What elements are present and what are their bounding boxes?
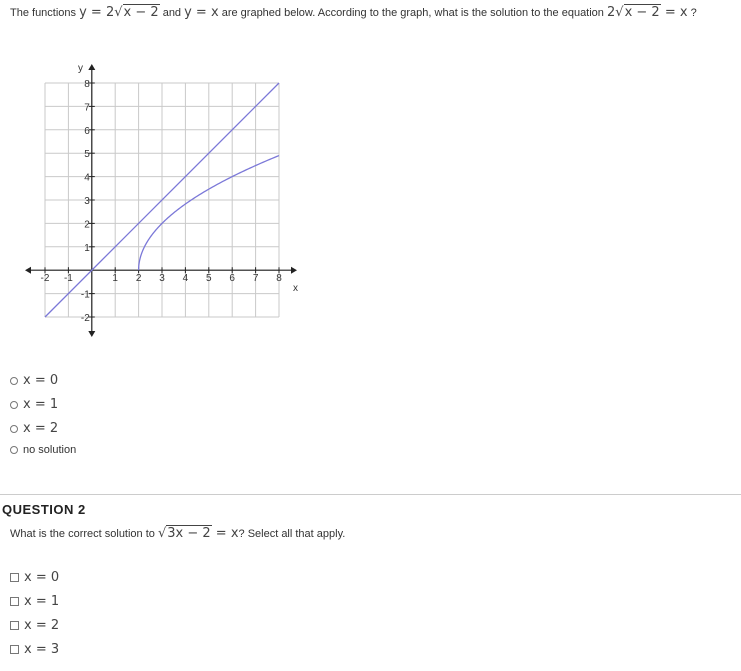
- q2-choice-4[interactable]: [10, 642, 59, 657]
- x-axis-arrow-left-icon: [25, 267, 31, 274]
- checkbox[interactable]: [10, 597, 19, 606]
- y-tick-label: 2: [84, 219, 90, 231]
- y-tick-label: 6: [84, 125, 90, 137]
- radio-button[interactable]: [10, 425, 18, 433]
- y-tick-label: 3: [84, 196, 90, 207]
- x-tick-label: -1: [63, 273, 73, 285]
- y-tick-label: 5: [84, 149, 90, 161]
- x-tick-label: 1: [112, 273, 118, 285]
- radio-button[interactable]: [10, 446, 18, 454]
- radio-button[interactable]: [10, 377, 18, 385]
- q2-choice-3[interactable]: [10, 618, 59, 633]
- x-tick-label: -2: [40, 273, 50, 285]
- function-1-coefficient: y = 2: [79, 5, 115, 20]
- question-divider: [0, 494, 741, 495]
- equation-rhs: = x: [660, 5, 688, 20]
- radio-button[interactable]: [10, 401, 18, 409]
- choice-label: x = 2: [24, 618, 60, 633]
- question-1-prompt: [10, 5, 697, 20]
- q1-choice-1[interactable]: [10, 373, 58, 388]
- q2-choice-2[interactable]: [10, 594, 59, 609]
- choice-label: x = 0: [23, 373, 59, 388]
- choice-label: x = 3: [24, 642, 60, 657]
- function-1-radicand: x − 2: [123, 5, 159, 20]
- q2-choice-1[interactable]: [10, 570, 59, 585]
- equation-radicand: x − 2: [624, 5, 660, 20]
- y-axis-label: y: [78, 63, 83, 74]
- choice-label: no solution: [23, 444, 77, 456]
- y-tick-label: 8: [84, 79, 90, 90]
- function-graph: [20, 55, 310, 345]
- q1-choice-4[interactable]: [10, 444, 76, 456]
- x-axis-label: x: [293, 283, 298, 294]
- y-tick-label: -2: [80, 313, 90, 324]
- prompt-text: and: [159, 7, 185, 19]
- y-tick-label: 4: [84, 172, 90, 184]
- choice-label: x = 0: [24, 570, 60, 585]
- q1-choice-2[interactable]: [10, 397, 58, 412]
- x-tick-label: 6: [229, 273, 235, 285]
- prompt-text: ?: [687, 7, 697, 19]
- checkbox[interactable]: [10, 645, 19, 654]
- y-tick-label: 7: [84, 102, 90, 114]
- prompt-text: The functions: [10, 7, 80, 19]
- checkbox[interactable]: [10, 621, 19, 630]
- q2-radicand: 3x − 2: [167, 526, 211, 541]
- x-tick-label: 3: [159, 273, 165, 285]
- x-tick-label: 8: [276, 273, 282, 285]
- function-1: y = 2√x − 2: [79, 5, 159, 20]
- y-axis-arrow-up-icon: [88, 64, 95, 70]
- q1-choice-3[interactable]: [10, 421, 58, 436]
- equation-coefficient: 2: [606, 5, 616, 20]
- choice-label: x = 2: [23, 421, 59, 436]
- x-axis-arrow-right-icon: [291, 267, 297, 274]
- q2-equation: √3x − 2 = x: [157, 526, 239, 541]
- prompt-text: ? Select all that apply.: [238, 528, 346, 540]
- checkbox[interactable]: [10, 573, 19, 582]
- prompt-text: are graphed below. According to the graph, what is the solution to the equation: [218, 7, 607, 19]
- q2-rhs: = x: [211, 526, 239, 541]
- choice-label: x = 1: [24, 594, 60, 609]
- function-2: y = x: [184, 5, 219, 20]
- x-tick-label: 7: [252, 273, 259, 285]
- y-tick-label: -1: [80, 289, 90, 301]
- prompt-text: What is the correct solution to: [10, 528, 158, 540]
- y-tick-label: 1: [84, 242, 90, 254]
- equation: 2√x − 2 = x: [606, 5, 688, 20]
- x-tick-label: 5: [206, 273, 212, 285]
- x-tick-label: 4: [182, 273, 189, 285]
- choice-label: x = 1: [23, 397, 59, 412]
- question-2-heading: QUESTION 2: [2, 502, 86, 517]
- x-tick-label: 2: [135, 273, 142, 285]
- question-2-prompt: [10, 526, 345, 541]
- y-axis-arrow-down-icon: [88, 331, 95, 337]
